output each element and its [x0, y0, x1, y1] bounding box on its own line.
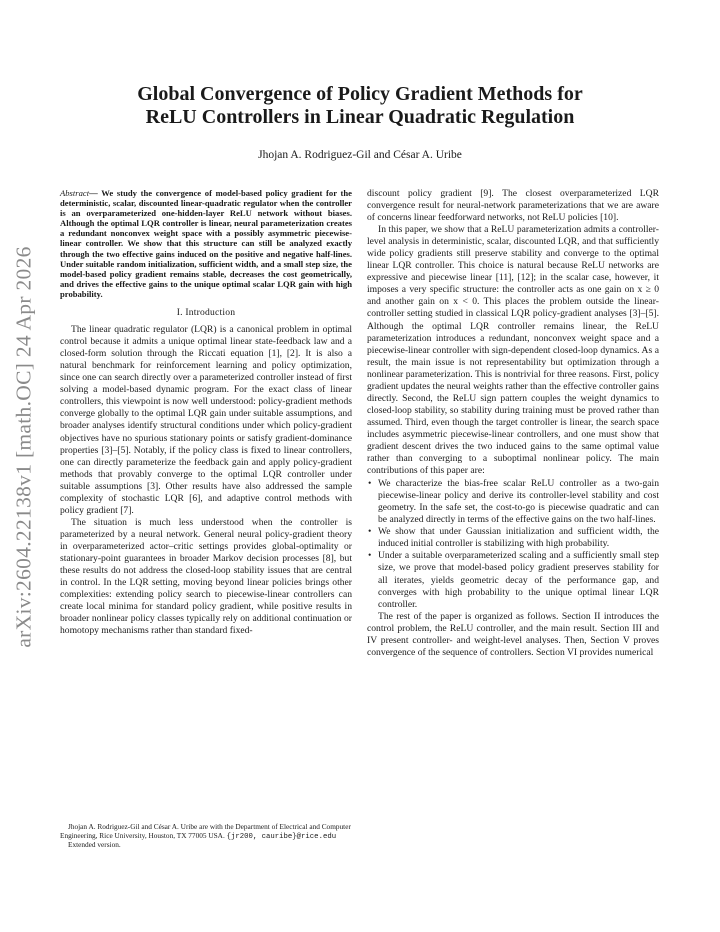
footnote-text: Jhojan A. Rodriguez-Gil and César A. Uribe are with the Department of Electrical and Computer Engineering, Rice University, Houston, TX 77005 USA. [60, 822, 351, 840]
right-column [367, 188, 659, 659]
footnote-email: {jr200, cauribe}@rice.edu [226, 832, 337, 841]
paragraph: In this paper, we show that a ReLU parameterization admits a controller-level analysis in deterministic, scalar, discounted LQR, and that sufficiently wide policy gradients still preserve stability and converge to the optimal linear LQR controller. This choice is natural because ReLU networks are expressive and piecewise linear [11], [12]; in the scalar case, however, it imposes a very specific structure: the controller acts as one gain on x ≥ 0 and another gain on x < 0. This places the problem outside the linear-controller setting studied in classical LQR policy-gradient analyses [3]–[5]. Although the optimal LQR controller remains linear, the ReLU parameterization introduces a redundant, nonconvex weight space and a piecewise-linear controller with sign-dependent closed-loop dynamics. As a result, the main issue is not representability but optimization through a nonlinear parameterization. This is nontrivial for three reasons. First, policy gradient updates the neural weights rather than the effective controller gains directly. Second, the ReLU sign pattern couples the weight dynamics to closed-loop stability, so stability during training must be proved rather than assumed. Third, even though the target controller is linear, the search space includes asymmetric piecewise-linear controllers, and one must show that gradient descent drives the two induced gains to the same optimal value rather than converging to a suboptimal nonlinear policy. The main contributions of this paper are: [367, 224, 659, 477]
section-heading: I. Introduction [176, 307, 236, 319]
footnote [60, 823, 352, 850]
paper-title [60, 83, 660, 129]
left-column [60, 188, 352, 637]
footnote-extended: Extended version. [68, 840, 121, 850]
paragraph: The linear quadratic regulator (LQR) is a canonical problem in optimal control because it admits a unique optimal linear state-feedback law and a closed-form solution through the Riccati equation [1], [2]. It is also a natural benchmark for reinforcement learning and policy optimization, since one can search directly over a parameterized controller instead of first solving a model-based dynamic program. For the exact class of linear controllers, this viewpoint is now well understood: policy-gradient methods converge globally to the optimal LQR gain under suitable assumptions, and broader analyses identify structural conditions under which policy-gradient objectives have no spurious stationary points or satisfy gradient-dominance properties [3]–[5]. Notably, if the policy class is fixed to linear controllers, one can directly parameterize the feedback gain and apply policy-gradient methods that provably converge to the optimal LQR controller under suitable assumptions [3]. Other results have also addressed the sample complexity of stochastic LQR [6], and adaptive control methods with policy gradient [7]. [60, 324, 352, 516]
list-item: • We characterize the bias-free scalar ReLU controller as a two-gain piecewise-linear policy and derive its controller-level stability and cost geometry. In the safe set, the cost-to-go is piecewise quadratic and can be analyzed directly in terms of the effective gains on the two half-lines. [378, 478, 659, 526]
list-item: • Under a suitable overparameterized scaling and a sufficiently small step size, we prove that model-based policy gradient preserves stability for all iterates, yields geometric decay of the performance gap, and converges with high probability to the unique optimal linear LQR controller. [378, 550, 659, 610]
title-line-2: ReLU Controllers in Linear Quadratic Regulation [145, 106, 575, 128]
list-item: • We show that under Gaussian initialization and sufficient width, the induced initial controller is stabilizing with high probability. [378, 526, 659, 550]
paragraph: The situation is much less understood when the controller is parameterized by a neural network. General neural policy-gradient theory in overparameterized actor–critic settings provides global-optimality or stationary-point guarantees in broader Markov decision processes [8], but these results do not address the closed-loop stability issues that are central in control. In the LQR setting, moving beyond linear policies brings other complexities: extending policy search to piecewise-linear controllers can create local minima for standard policy gradient, while positive results in broader nonlinear policy classes typically rely on additional continuation or homotopy mechanisms rather than standard fixed- [60, 516, 352, 637]
abstract-label: Abstract [60, 188, 90, 198]
paragraph: discount policy gradient [9]. The closest overparameterized LQR convergence result for neural-network parameterizations that we are aware of concerns linear feedforward networks, not ReLU policies [10]. [367, 188, 659, 224]
arxiv-stamp-text: arXiv:2604.22138v1 [math.OC] 24 Apr 2026 [11, 246, 36, 648]
paragraph: The rest of the paper is organized as follows. Section II introduces the control problem, the ReLU controller, and the main result. Section III and IV present controller- and weight-level analyses. Then, Section V proves convergence of the sequence of controllers. Section VI provides numerical [367, 610, 659, 658]
abstract-text: — We study the convergence of model-based policy gradient for the deterministic, scalar, discounted linear-quadratic regulator when the controller is an overparameterized one-hidden-layer ReLU network without biases. Although the optimal LQR controller is linear, neural parameterization creates a redundant nonconvex weight space with a possibly asymmetric piecewise-linear controller. We show that this structure can still be analyzed exactly through the two effective gains induced on the positive and negative half-lines. Under suitable random initialization, sufficient width, and a small step size, the model-based policy gradient remains stable, decreases the cost geometrically, and drives the effective gains to the unique optimal scalar LQR gain with high probability. [60, 188, 352, 299]
arxiv-stamp [6, 232, 42, 662]
title-line-1: Global Convergence of Policy Gradient Methods for [137, 83, 583, 105]
contributions-list [367, 478, 659, 611]
abstract [60, 188, 352, 299]
authors: Jhojan A. Rodriguez-Gil and César A. Uribe [258, 149, 462, 161]
